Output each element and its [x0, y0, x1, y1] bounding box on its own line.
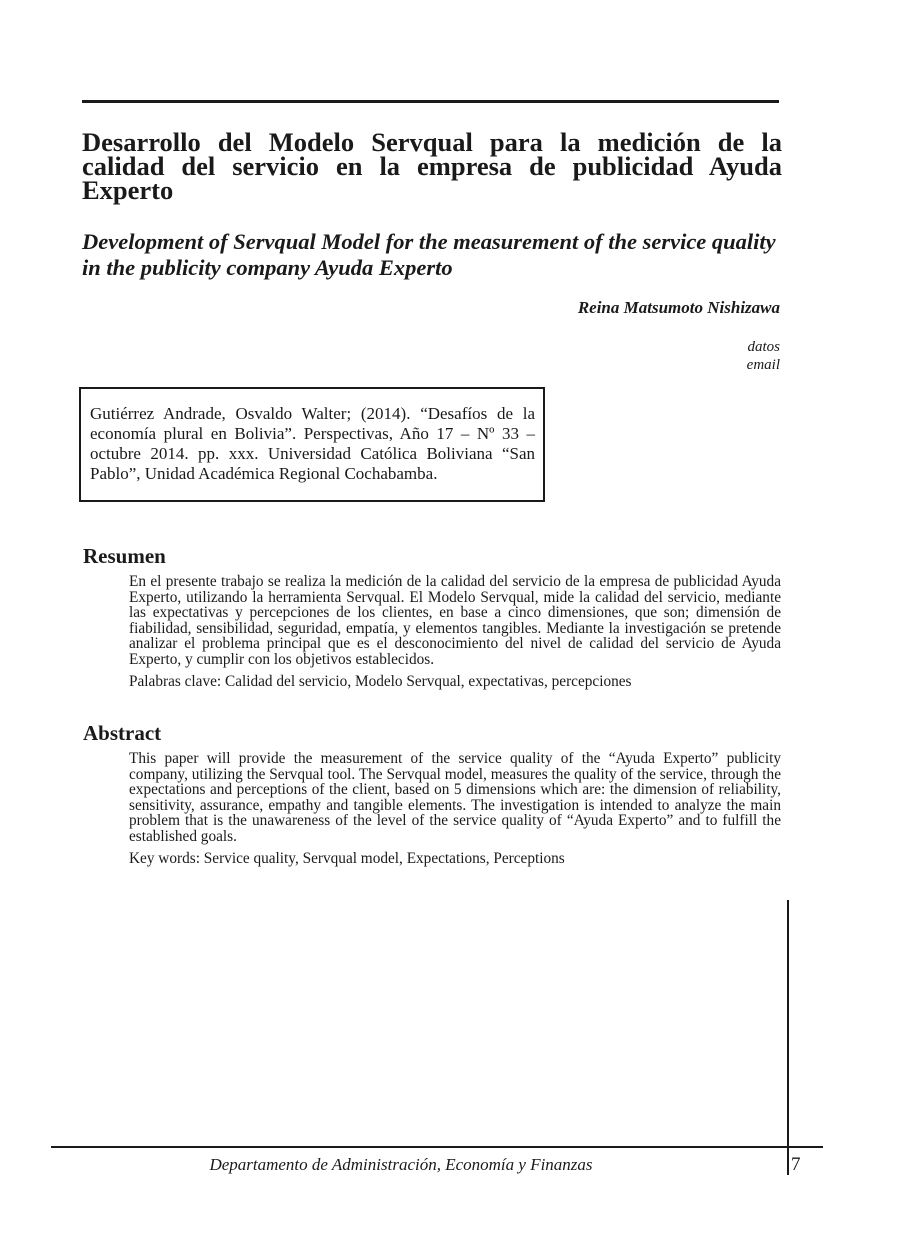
- citation-box: Gutiérrez Andrade, Osvaldo Walter; (2014). “Desafíos de la economía plural en Bolivia”. Perspectivas, Año 17 – Nº 33 – octubre 2014. pp. xxx. Universidad Católica Boliviana “San Pablo”, Unidad Académica Regional Cochabamba.: [79, 387, 545, 502]
- abstract-section: [129, 751, 781, 867]
- top-rule: [82, 100, 779, 103]
- abstract-heading: Abstract: [83, 721, 162, 745]
- resumen-section: [129, 574, 781, 690]
- title-spanish: Desarrollo del Modelo Servqual para la medición de la calidad del servicio en la empresa de publicidad Ayuda Experto: [82, 127, 782, 205]
- resumen-heading: Resumen: [83, 544, 166, 568]
- abstract-keywords: Key words: Service quality, Servqual model, Expectations, Perceptions: [129, 850, 565, 867]
- page-number: 7: [791, 1154, 801, 1175]
- bottom-rule: [51, 1146, 823, 1148]
- author-email: email: [746, 357, 780, 373]
- title-english: Development of Servqual Model for the measurement of the service quality in the publicity company Ayuda Experto: [82, 229, 776, 280]
- resumen-keywords: Palabras clave: Calidad del servicio, Modelo Servqual, expectativas, percepciones: [129, 673, 632, 690]
- author-data: datos: [747, 339, 780, 355]
- abstract-body: This paper will provide the measurement of the service quality of the “Ayuda Experto” publicity company, utilizing the Servqual tool. The Servqual model, measures the quality of the service, through the expectations and perceptions of the client, based on 5 dimensions which are: the dimension of reliability, sensitivity, assurance, empathy and tangible elements. The investigation is intended to analyze the main problem that is the unawareness of the level of the service quality of “Ayuda Experto” and to fulfill the established goals.: [129, 750, 781, 845]
- side-rule: [787, 900, 789, 1175]
- author-meta: [82, 338, 780, 374]
- author-name: Reina Matsumoto Nishizawa: [577, 298, 780, 317]
- footer-department: Departamento de Administración, Economía y Finanzas: [209, 1155, 593, 1174]
- resumen-body: En el presente trabajo se realiza la medición de la calidad del servicio de la empresa de publicidad Ayuda Experto, utilizando la herramienta Servqual. El Modelo Servqual, mide la calidad del servicio, mediante las expectativas y percepciones de los clientes, en base a cinco dimensiones, que son; dimensión de fiabilidad, sensibilidad, seguridad, empatía, y elementos tangibles. Mediante la investigación se pretende analizar el problema principal que es el desconocimiento del nivel de calidad del servicio de Ayuda Experto, y cumplir con los objetivos establecidos.: [129, 573, 781, 668]
